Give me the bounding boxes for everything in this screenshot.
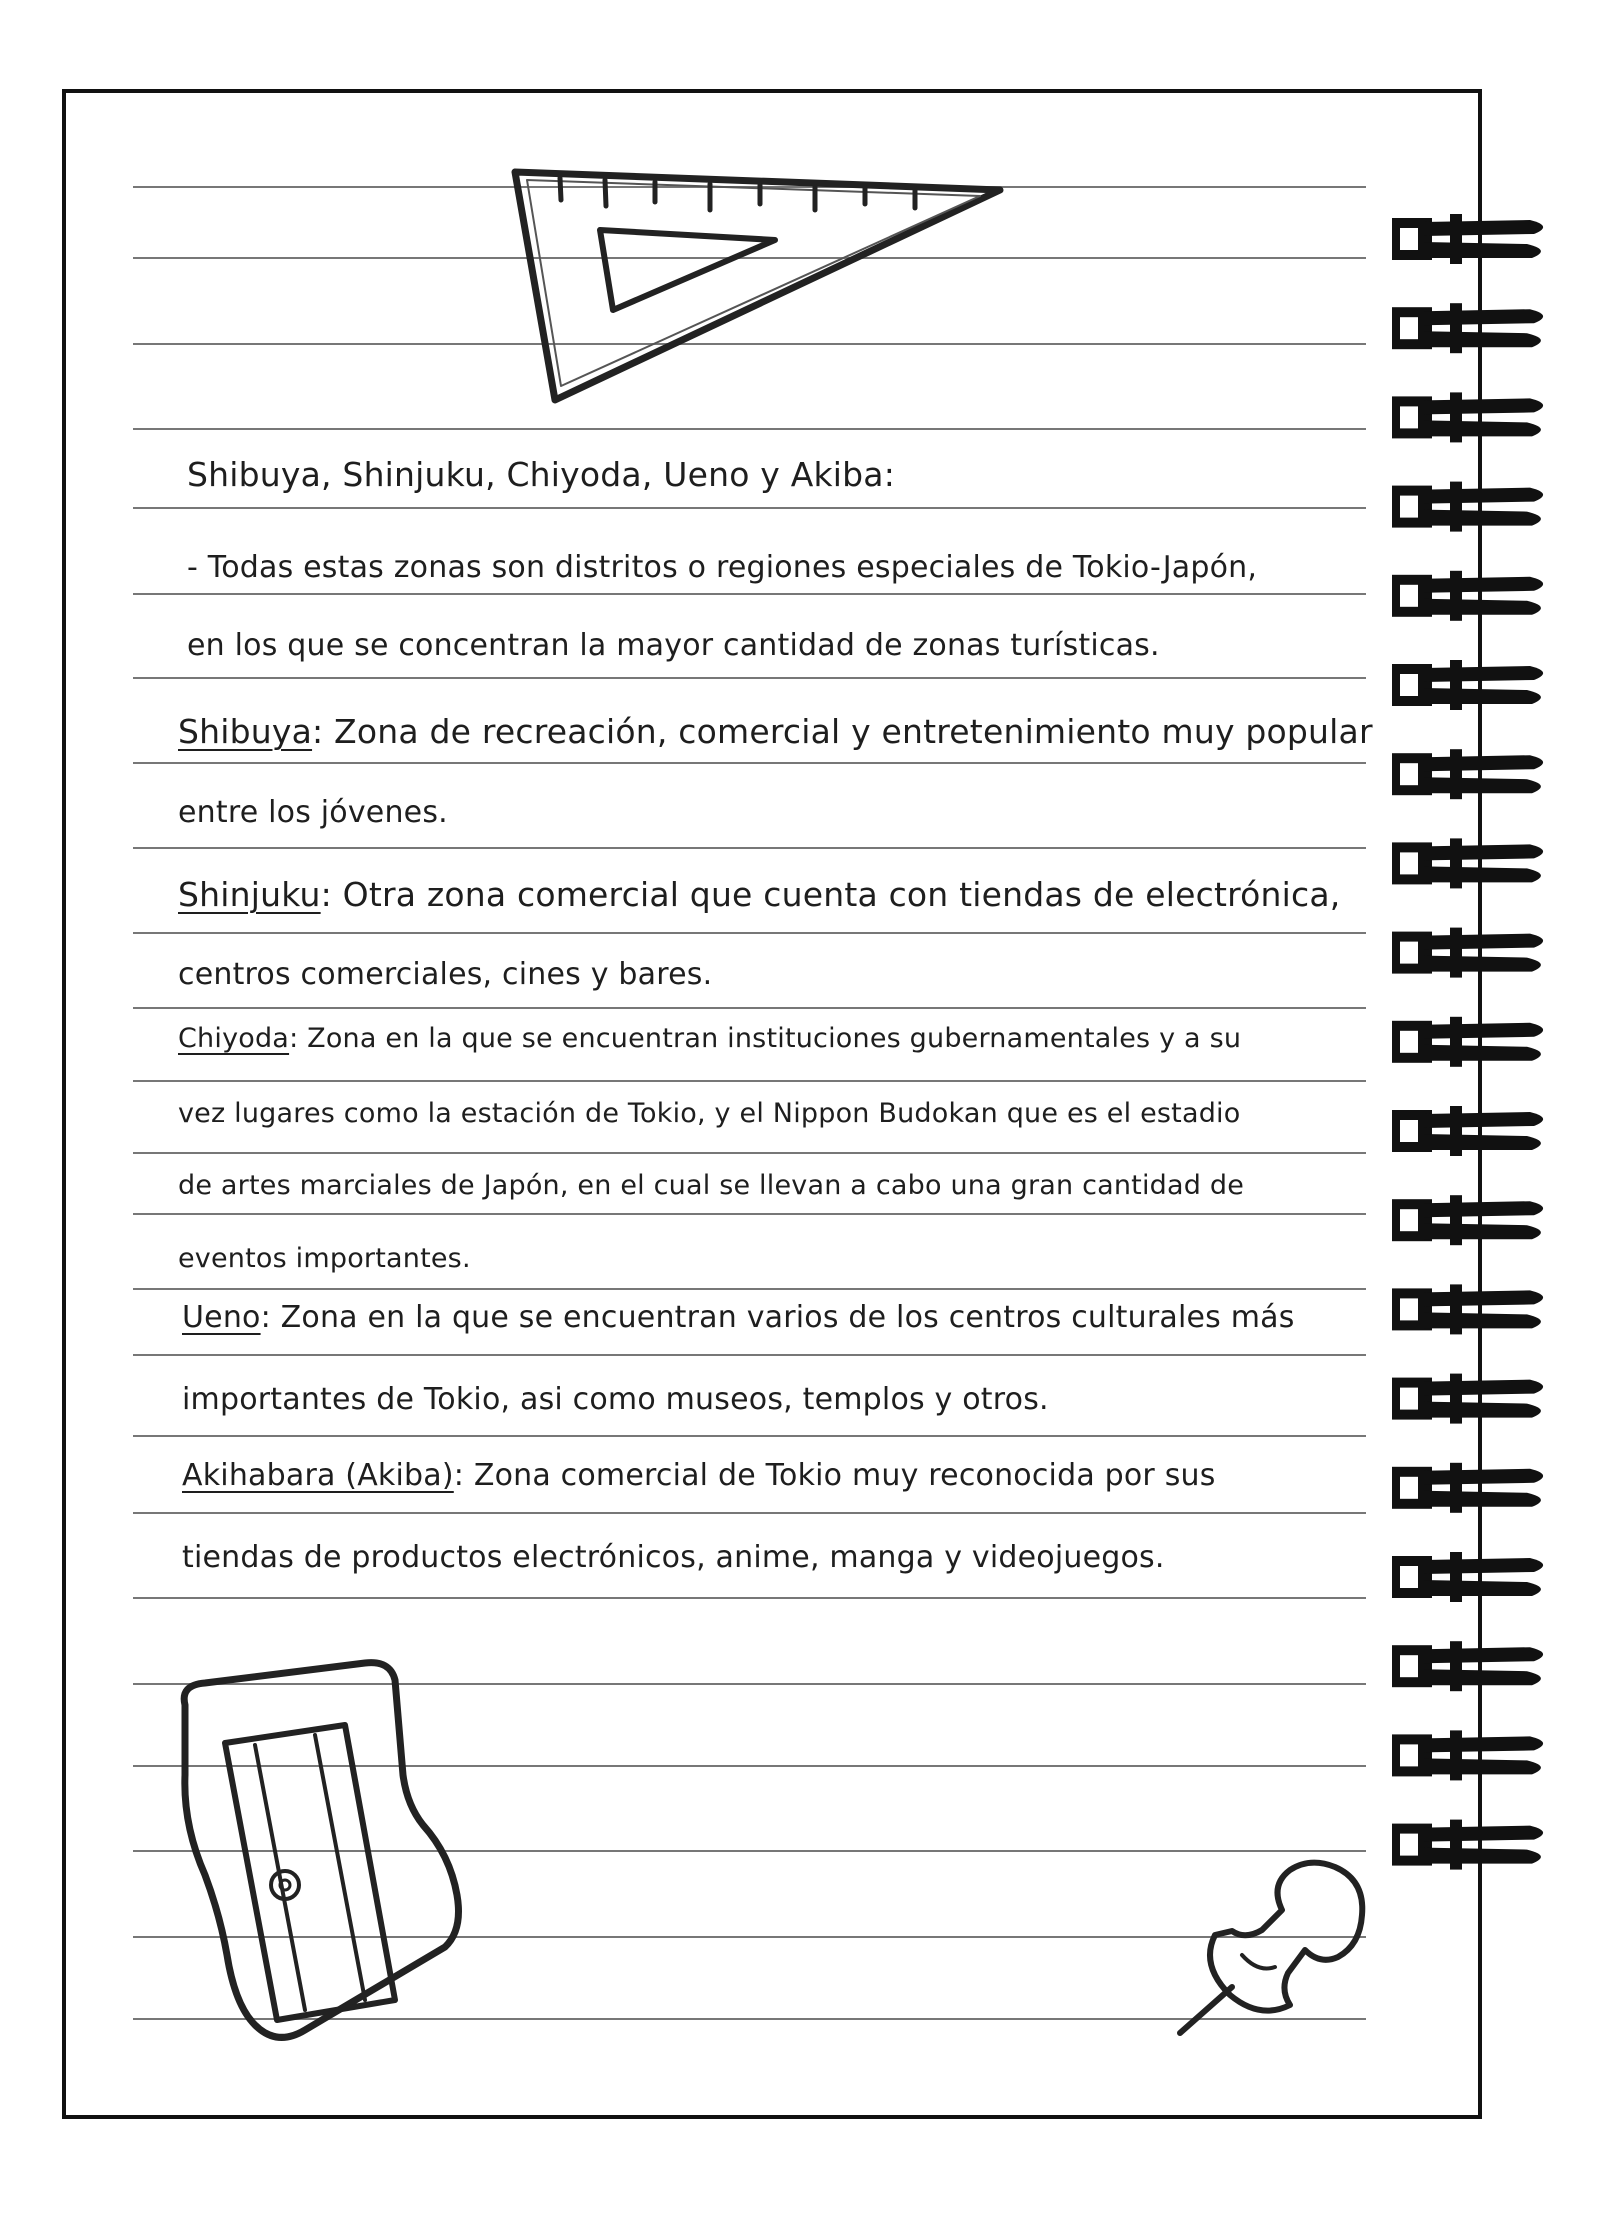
- ruled-line: [133, 1007, 1366, 1009]
- entry-akiba-line-2: tiendas de productos electrónicos, anime, manga y videojuegos.: [182, 1540, 1165, 1575]
- spiral-ring: [1392, 1552, 1543, 1602]
- ruled-line: [133, 1354, 1366, 1356]
- spiral-ring: [1392, 1017, 1543, 1067]
- entry-shibuya-line-2: entre los jóvenes.: [178, 795, 448, 830]
- entry-akiba: [182, 1458, 1216, 1493]
- ruled-line: [133, 1288, 1366, 1290]
- spiral-ring: [1392, 1106, 1543, 1156]
- intro-line-1: - Todas estas zonas son distritos o regiones especiales de Tokio-Japón,: [187, 550, 1258, 585]
- push-pin-icon: [1170, 1855, 1380, 2045]
- spiral-ring: [1392, 571, 1543, 621]
- spiral-ring: [1392, 1195, 1543, 1245]
- spiral-ring: [1392, 838, 1543, 888]
- spiral-ring: [1392, 1730, 1543, 1780]
- entry-ueno: [182, 1300, 1295, 1335]
- ruled-line: [133, 1435, 1366, 1437]
- entry-chiyoda: [178, 1023, 1241, 1054]
- term-ueno: Ueno: [182, 1300, 261, 1335]
- term-chiyoda: Chiyoda: [178, 1023, 290, 1054]
- intro-line-2: en los que se concentran la mayor cantidad de zonas turísticas.: [187, 628, 1160, 663]
- entry-shibuya-text: : Zona de recreación, comercial y entretenimiento muy popular: [312, 712, 1373, 751]
- ruled-line: [133, 1213, 1366, 1215]
- ruled-line: [133, 1152, 1366, 1154]
- entry-chiyoda-text: : Zona en la que se encuentran instituciones gubernamentales y a su: [289, 1023, 1242, 1054]
- ruled-line: [133, 762, 1366, 764]
- entry-shinjuku-text: : Otra zona comercial que cuenta con tiendas de electrónica,: [320, 875, 1341, 914]
- entry-ueno-text: : Zona en la que se encuentran varios de los centros culturales más: [260, 1300, 1295, 1335]
- entry-chiyoda-line-4: eventos importantes.: [178, 1243, 471, 1274]
- ruled-line: [133, 677, 1366, 679]
- set-square-icon: [505, 160, 1015, 420]
- spiral-ring: [1392, 749, 1543, 799]
- entry-chiyoda-line-3: de artes marciales de Japón, en el cual se llevan a cabo una gran cantidad de: [178, 1170, 1245, 1201]
- spiral-ring: [1392, 660, 1543, 710]
- ruled-line: [133, 1597, 1366, 1599]
- entry-chiyoda-line-2: vez lugares como la estación de Tokio, y el Nippon Budokan que es el estadio: [178, 1098, 1241, 1129]
- spiral-ring: [1392, 1284, 1543, 1334]
- term-shibuya: Shibuya: [178, 712, 313, 751]
- term-akiba: Akihabara (Akiba): [182, 1458, 454, 1493]
- ruled-line: [133, 1512, 1366, 1514]
- entry-shibuya: [178, 712, 1373, 751]
- entry-shinjuku-line-2: centros comerciales, cines y bares.: [178, 957, 713, 992]
- spiral-ring: [1392, 303, 1543, 353]
- ruled-line: [133, 593, 1366, 595]
- entry-akiba-text: : Zona comercial de Tokio muy reconocida por sus: [453, 1458, 1216, 1493]
- spiral-ring: [1392, 1463, 1543, 1513]
- entry-ueno-line-2: importantes de Tokio, asi como museos, templos y otros.: [182, 1382, 1049, 1417]
- spiral-ring: [1392, 1820, 1543, 1870]
- ruled-line: [133, 1080, 1366, 1082]
- ruled-line: [133, 428, 1366, 430]
- spiral-ring: [1392, 1641, 1543, 1691]
- ruled-line: [133, 932, 1366, 934]
- spiral-ring: [1392, 214, 1543, 264]
- pencil-sharpener-icon: [165, 1655, 485, 2055]
- spiral-ring: [1392, 928, 1543, 978]
- spiral-ring: [1392, 1374, 1543, 1424]
- term-shinjuku: Shinjuku: [178, 875, 321, 914]
- entry-shinjuku: [178, 875, 1340, 914]
- ruled-line: [133, 507, 1366, 509]
- page-title: Shibuya, Shinjuku, Chiyoda, Ueno y Akiba:: [187, 455, 896, 494]
- spiral-ring: [1392, 392, 1543, 442]
- spiral-binding: [1392, 200, 1562, 2000]
- spiral-ring: [1392, 482, 1543, 532]
- ruled-line: [133, 847, 1366, 849]
